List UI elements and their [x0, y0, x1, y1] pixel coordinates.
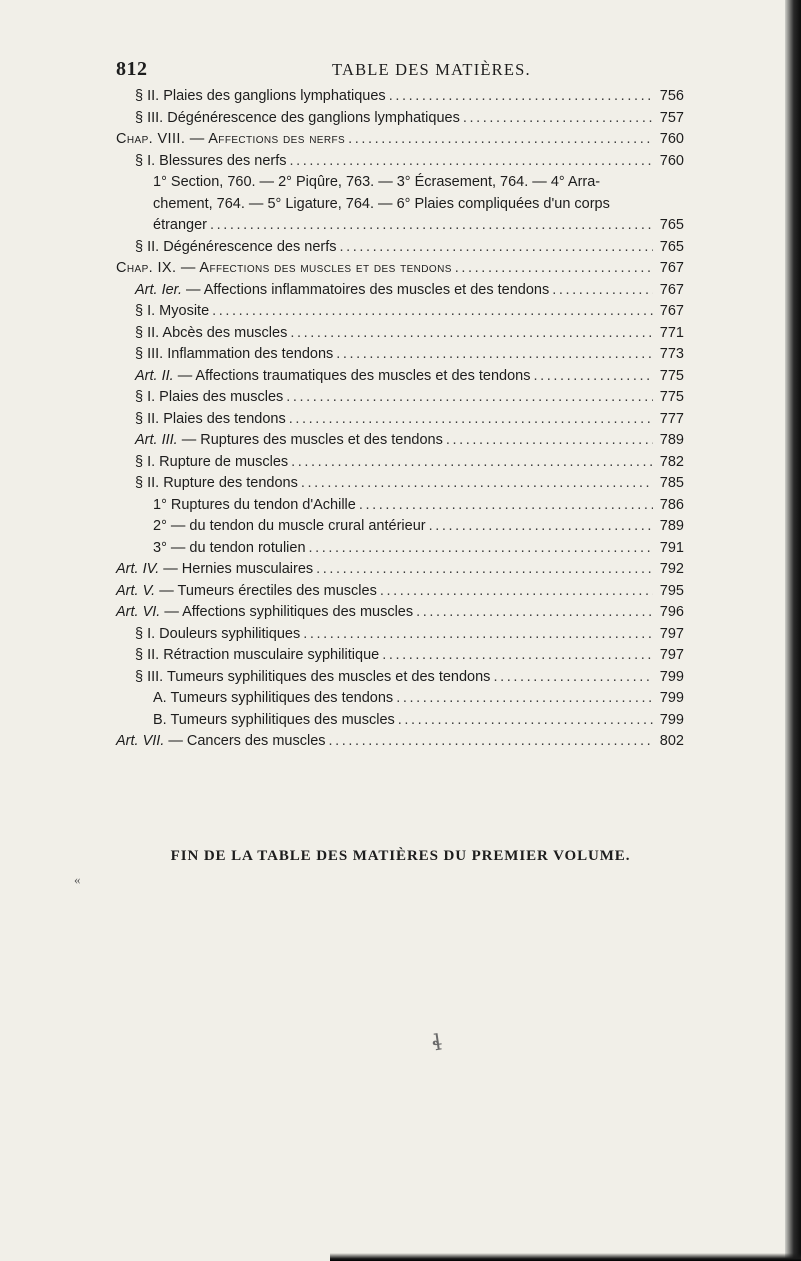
toc-entry-page: 756 — [659, 88, 684, 104]
toc-entry — [116, 624, 684, 646]
dot-leader — [303, 624, 653, 646]
toc-entry-page: 760 — [659, 131, 684, 147]
article-number: Art. VI. — [116, 604, 161, 620]
toc-entry-label — [135, 280, 549, 302]
article-title: — Tumeurs érectiles des muscles — [155, 582, 377, 599]
toc-chapter-entry — [116, 129, 684, 151]
toc-multiline-entry — [116, 172, 684, 237]
toc-article-entry — [116, 581, 684, 603]
dot-leader — [455, 258, 653, 280]
dot-leader — [290, 323, 653, 345]
toc-entry-page: 785 — [659, 475, 684, 491]
pencil-annotation: ɬ — [430, 1030, 444, 1057]
toc-entry — [116, 301, 684, 323]
toc-entry — [116, 538, 684, 560]
toc-entry — [116, 409, 684, 431]
dot-leader — [291, 452, 653, 474]
toc-entry-label: A. Tumeurs syphilitiques des tendons — [153, 690, 394, 706]
dot-leader — [301, 473, 653, 495]
dot-leader — [316, 559, 653, 581]
toc-entry-label: § II. Rétraction musculaire syphilitique — [135, 647, 380, 663]
dot-leader — [380, 581, 653, 603]
dot-leader — [336, 344, 653, 366]
toc-article-entry — [116, 430, 684, 452]
toc-entry-page: 760 — [659, 152, 684, 169]
table-of-contents — [116, 86, 684, 753]
toc-article-entry — [116, 280, 684, 302]
toc-entry-label: § II. Abcès des muscles — [135, 324, 288, 341]
toc-entry-page: 771 — [659, 324, 684, 341]
chapter-heading: Chap. IX. — Affections des muscles et des tendons — [116, 260, 452, 276]
toc-entry-label: § III. Inflammation des tendons — [135, 346, 334, 362]
dot-leader — [289, 409, 653, 431]
toc-entry-page: 765 — [659, 238, 684, 255]
toc-entry-page: 791 — [659, 539, 684, 556]
toc-entry — [116, 108, 684, 130]
dot-leader — [340, 237, 653, 259]
dot-leader — [552, 280, 653, 302]
toc-entry — [116, 473, 684, 495]
toc-entry-label: B. Tumeurs syphilitiques des muscles — [153, 711, 395, 728]
dot-leader — [446, 430, 653, 452]
toc-entry-page: 775 — [659, 367, 684, 384]
toc-entry — [116, 667, 684, 689]
toc-entry-label: § I. Douleurs syphilitiques — [135, 625, 301, 642]
article-title: — Cancers des muscles — [164, 733, 326, 749]
toc-entry-label: § I. Blessures des nerfs — [135, 152, 287, 169]
dot-leader — [210, 215, 653, 237]
toc-entry-label: § I. Rupture de muscles — [135, 453, 289, 470]
toc-chapter-entry — [116, 258, 684, 280]
toc-entry-page: 799 — [659, 711, 684, 728]
toc-entry — [116, 645, 684, 667]
toc-entry — [116, 495, 684, 517]
toc-entry-page: 795 — [659, 582, 684, 599]
dot-leader — [389, 86, 653, 108]
toc-entry-page: 799 — [659, 690, 684, 706]
toc-entry-page: 782 — [659, 453, 684, 470]
toc-entry-page: 775 — [659, 389, 684, 405]
chapter-heading: Chap. VIII. — Affections des nerfs — [116, 131, 346, 147]
dot-leader — [359, 495, 653, 517]
toc-entry-label — [135, 430, 443, 452]
dot-leader — [286, 387, 653, 409]
toc-entry-label: § III. Tumeurs syphilitiques des muscles et des tendons — [135, 668, 491, 685]
article-title: — Ruptures des muscles et des tendons — [177, 432, 443, 448]
end-of-table-note: FIN DE LA TABLE DES MATIÈRES DU PREMIER VOLUME. — [170, 848, 631, 864]
article-number: Art. III. — [135, 432, 178, 448]
toc-entry — [116, 237, 684, 259]
dot-leader — [309, 538, 653, 560]
toc-entry-label — [116, 602, 413, 624]
dot-leader — [396, 688, 653, 710]
toc-entry-page: 799 — [659, 668, 684, 685]
toc-entry-label: 2° — du tendon du muscle crural antérieur — [153, 518, 426, 534]
toc-entry-page: 767 — [659, 303, 684, 319]
toc-entry-page: 767 — [659, 260, 684, 276]
toc-entry-page: 765 — [659, 217, 684, 233]
toc-entry — [116, 516, 684, 538]
dot-leader — [493, 667, 653, 689]
toc-entry-page: 767 — [659, 281, 684, 298]
toc-entry-last-line — [153, 215, 684, 237]
toc-article-entry — [116, 366, 684, 388]
dot-leader — [329, 731, 653, 753]
toc-article-entry — [116, 731, 684, 753]
article-number: Art. IV. — [116, 561, 160, 577]
toc-entry — [116, 151, 684, 173]
toc-entry-page: 797 — [659, 625, 684, 642]
article-title: — Affections syphilitiques des muscles — [160, 604, 414, 620]
toc-entry — [116, 452, 684, 474]
toc-entry-label: § II. Plaies des ganglions lymphatiques — [135, 88, 386, 104]
toc-entry-label: § I. Myosite — [135, 303, 210, 319]
article-title: — Hernies musculaires — [159, 561, 314, 577]
article-number: Art. Ier. — [135, 281, 182, 298]
toc-entry-page: 789 — [659, 518, 684, 534]
toc-article-entry — [116, 559, 684, 581]
toc-entry-page: 802 — [659, 733, 684, 749]
stray-ink-mark: « — [74, 872, 81, 887]
dot-leader — [382, 645, 653, 667]
dot-leader — [348, 129, 653, 151]
toc-entry — [116, 86, 684, 108]
dot-leader — [212, 301, 653, 323]
toc-entry-label: § II. Dégénérescence des nerfs — [135, 238, 337, 255]
toc-entry-label: 1° Ruptures du tendon d'Achille — [153, 496, 356, 513]
toc-entry-page: 797 — [659, 647, 684, 663]
toc-entry — [116, 344, 684, 366]
running-title: TABLE DES MATIÈRES. — [332, 60, 531, 79]
article-title: — Affections inflammatoires des muscles et des tendons — [182, 281, 550, 298]
toc-entry — [116, 323, 684, 345]
toc-entry-label — [116, 581, 377, 603]
toc-entry-page: 796 — [659, 604, 684, 620]
toc-entry-page: 789 — [659, 432, 684, 448]
dot-leader — [290, 151, 653, 173]
toc-entry-page: 757 — [659, 109, 684, 126]
toc-entry-page: 777 — [659, 410, 684, 427]
toc-entry-label: § II. Plaies des tendons — [135, 410, 286, 427]
toc-entry-label: 3° — du tendon rotulien — [153, 539, 306, 556]
toc-entry-line: étranger — [153, 217, 208, 233]
article-number: Art. II. — [135, 367, 174, 384]
toc-entry-label: § III. Dégénérescence des ganglions lymphatiques — [135, 109, 460, 126]
dot-leader — [533, 366, 653, 388]
toc-article-entry — [116, 602, 684, 624]
toc-entry-line: 1° Section, 760. — 2° Piqûre, 763. — 3° Écrasement, 764. — 4° Arra- — [153, 174, 601, 190]
toc-entry-page: 792 — [659, 561, 684, 577]
page-edge-shadow — [785, 0, 801, 1261]
dot-leader — [398, 710, 653, 732]
dot-leader — [416, 602, 653, 624]
toc-entry-label — [116, 731, 326, 753]
page-number: 812 — [116, 58, 148, 80]
toc-entry-label: § II. Rupture des tendons — [135, 475, 298, 491]
toc-entry — [116, 710, 684, 732]
article-number: Art. VII. — [116, 733, 165, 749]
page-header — [116, 58, 684, 84]
toc-entry-page: 773 — [659, 346, 684, 362]
article-title: — Affections traumatiques des muscles et des tendons — [173, 367, 531, 384]
toc-entry — [116, 387, 684, 409]
toc-entry — [116, 688, 684, 710]
article-number: Art. V. — [116, 582, 156, 599]
page-bottom-shadow — [330, 1253, 801, 1261]
toc-entry-line: chement, 764. — 5° Ligature, 764. — 6° Plaies compliquées d'un corps — [153, 195, 610, 212]
toc-entry-label: § I. Plaies des muscles — [135, 389, 284, 405]
toc-entry-label — [116, 559, 313, 581]
dot-leader — [463, 108, 653, 130]
dot-leader — [429, 516, 653, 538]
toc-entry-label — [135, 366, 530, 388]
toc-entry-page: 786 — [659, 496, 684, 513]
